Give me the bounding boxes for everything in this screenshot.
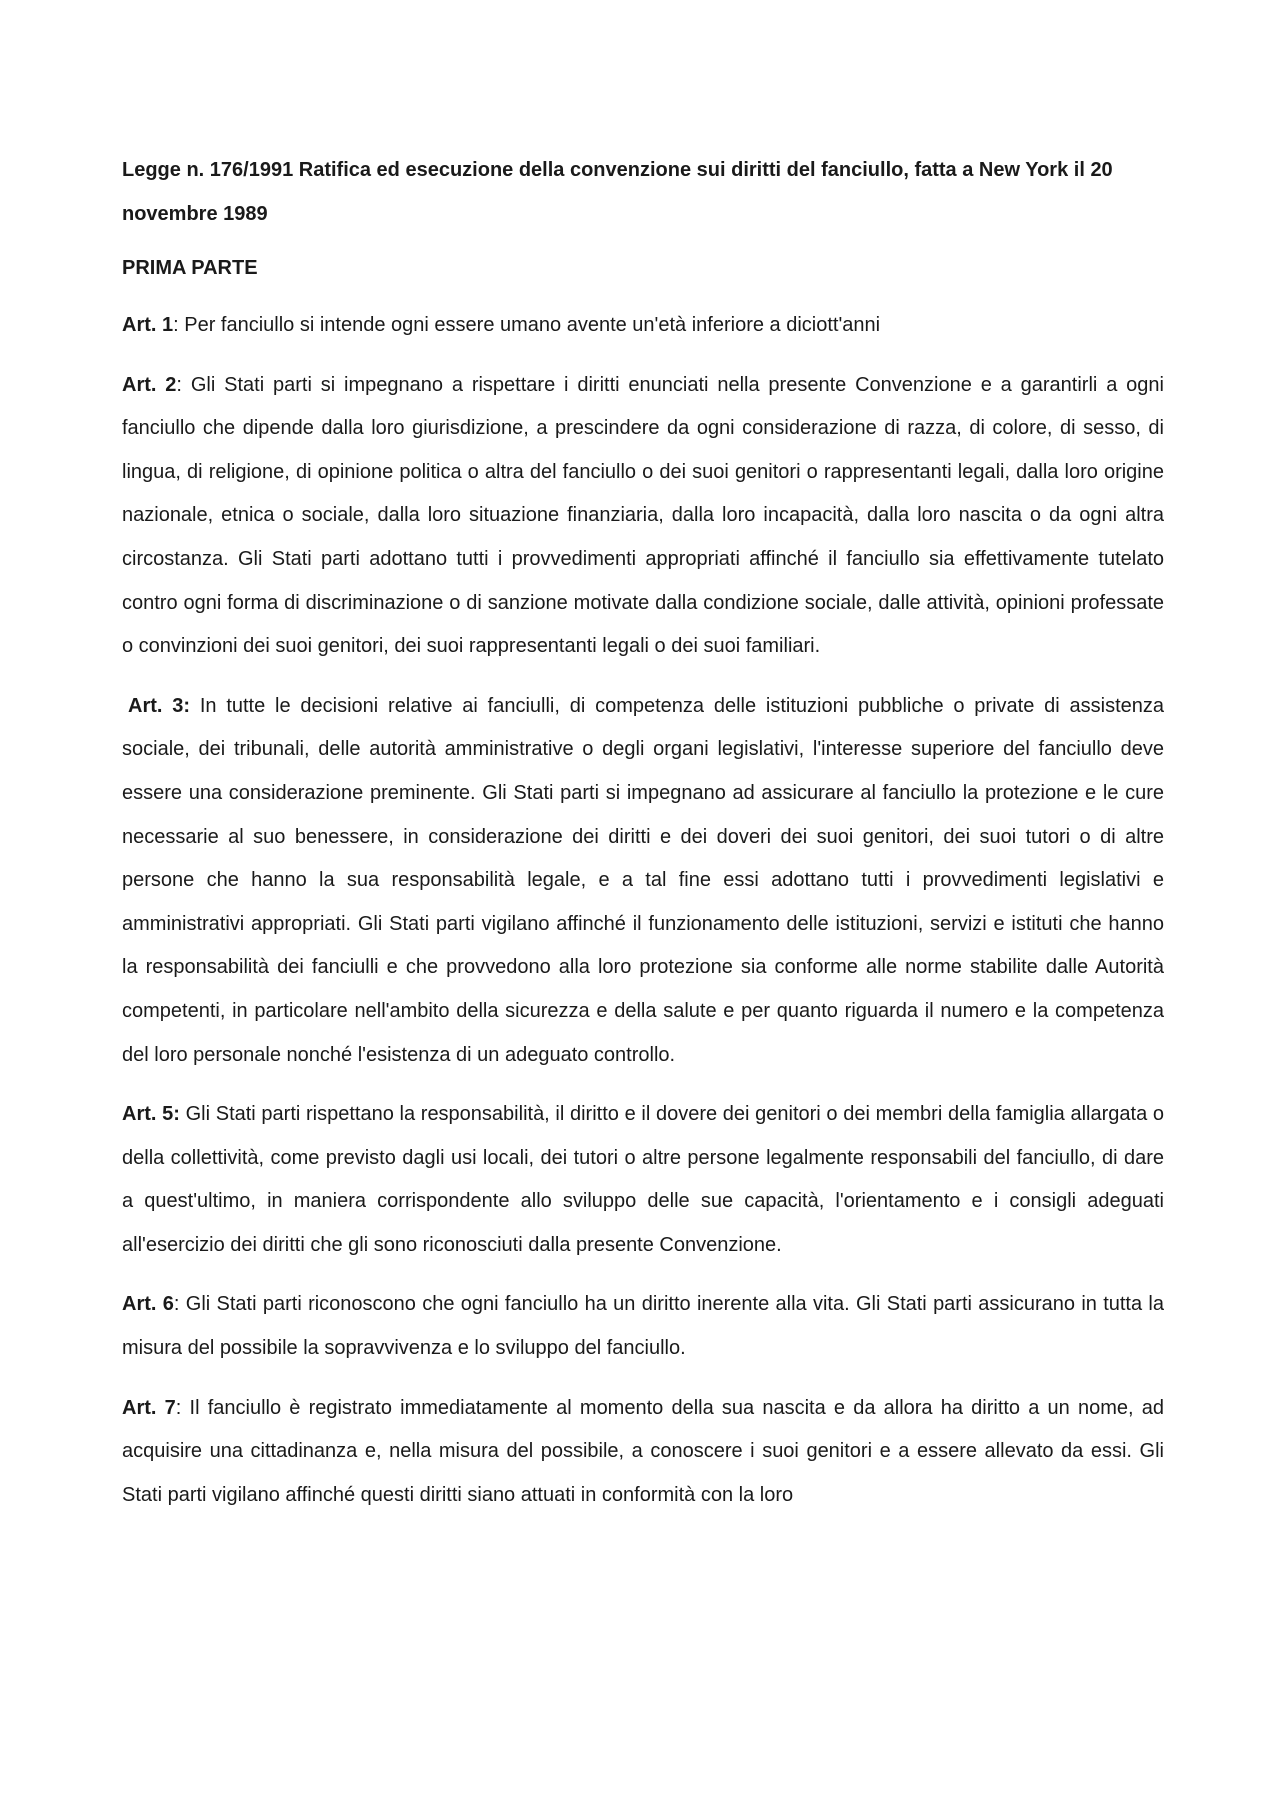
article-separator (190, 695, 200, 717)
article-text: Per fanciullo si intende ogni essere umano avente un'età inferiore a diciott'anni (184, 314, 881, 336)
document-title: Legge n. 176/1991 Ratifica ed esecuzione della convenzione sui diritti del fanciullo, fatta a New York il 20 novembre 1989 (122, 159, 1113, 225)
article-label: Art. 5: (122, 1103, 180, 1126)
article-label: Art. 3: (128, 694, 191, 717)
article-6 (122, 1283, 1164, 1370)
article-7 (122, 1387, 1164, 1518)
article-text: In tutte le decisioni relative ai fanciulli, di competenza delle istituzioni pubbliche o private di assistenza sociale, dei tribunali, delle autorità amministrative o degli organi legislativi, l'interesse superiore del fanciullo deve essere una considerazione preminente. Gli Stati parti si impegnano ad assicurare al fanciullo la protezione e le cure necessarie al suo benessere, in considerazione dei diritti e dei doveri dei suoi genitori, dei suoi tutori o di altre persone che hanno la sua responsabilità legale, e a tal fine essi adottano tutti i provvedimenti legislativi e amministrativi appropriati. Gli Stati parti vigilano affinché il funzionamento delle istituzioni, servizi e istituti che hanno la responsabilità dei fanciulli e che provvedono alla loro protezione sia conforme alle norme stabilite dalle Autorità competenti, in particolare nell'ambito della sicurezza e della salute e per quanto riguarda il numero e la competenza del loro personale nonché l'esistenza di un adeguato controllo. (122, 694, 1164, 1066)
article-text: Gli Stati parti rispettano la responsabilità, il diritto e il dovere dei genitori o dei membri della famiglia allargata o della collettività, come previsto dagli usi locali, dei tutori o altre persone legalmente responsabili del fanciullo, di dare a quest'ultimo, in maniera corrispondente allo sviluppo delle sue capacità, l'orientamento e i consigli adeguati all'esercizio dei diritti che gli sono riconosciuti dalla presente Convenzione. (122, 1103, 1165, 1256)
article-label: Art. 2 (122, 373, 177, 396)
article-text: Gli Stati parti riconoscono che ogni fanciullo ha un diritto inerente alla vita. Gli Stati parti assicurano in tutta la misura del possibile la sopravvivenza e lo sviluppo del fanciullo. (122, 1293, 1164, 1360)
document-page (122, 148, 1164, 1533)
article-separator: : (176, 373, 191, 396)
article-5 (122, 1093, 1164, 1267)
part-heading: PRIMA PARTE (122, 257, 258, 279)
article-label: Art. 6 (122, 1293, 174, 1316)
article-label: Art. 1 (122, 314, 174, 336)
article-3 (122, 685, 1164, 1077)
article-2 (122, 364, 1164, 669)
article-label: Art. 7 (122, 1396, 176, 1419)
article-1 (122, 304, 1164, 348)
article-text: Gli Stati parti si impegnano a rispettare i diritti enunciati nella presente Convenzione e a garantirli a ogni fanciullo che dipende dalla loro giurisdizione, a prescindere da ogni considerazione di razza, di colore, di sesso, di lingua, di religione, di opinione politica o altra del fanciullo o dei suoi genitori o rappresentanti legali, dalla loro origine nazionale, etnica o sociale, dalla loro situazione finanziaria, dalla loro incapacità, dalla loro nascita o da ogni altra circostanza. Gli Stati parti adottano tutti i provvedimenti appropriati affinché il fanciullo sia effettivamente tutelato contro ogni forma di discriminazione o di sanzione motivate dalla condizione sociale, dalle attività, opinioni professate o convinzioni dei suoi genitori, dei suoi rappresentanti legali o dei suoi familiari. (122, 373, 1164, 658)
article-separator: : (175, 1396, 190, 1419)
article-separator: : (173, 314, 185, 336)
article-separator: : (173, 1293, 186, 1316)
article-text: Il fanciullo è registrato immediatamente al momento della sua nascita e da allora ha diritto a un nome, ad acquisire una cittadinanza e, nella misura del possibile, a conoscere i suoi genitori e a essere allevato da essi. Gli Stati parti vigilano affinché questi diritti siano attuati in conformità con la loro (122, 1396, 1164, 1506)
